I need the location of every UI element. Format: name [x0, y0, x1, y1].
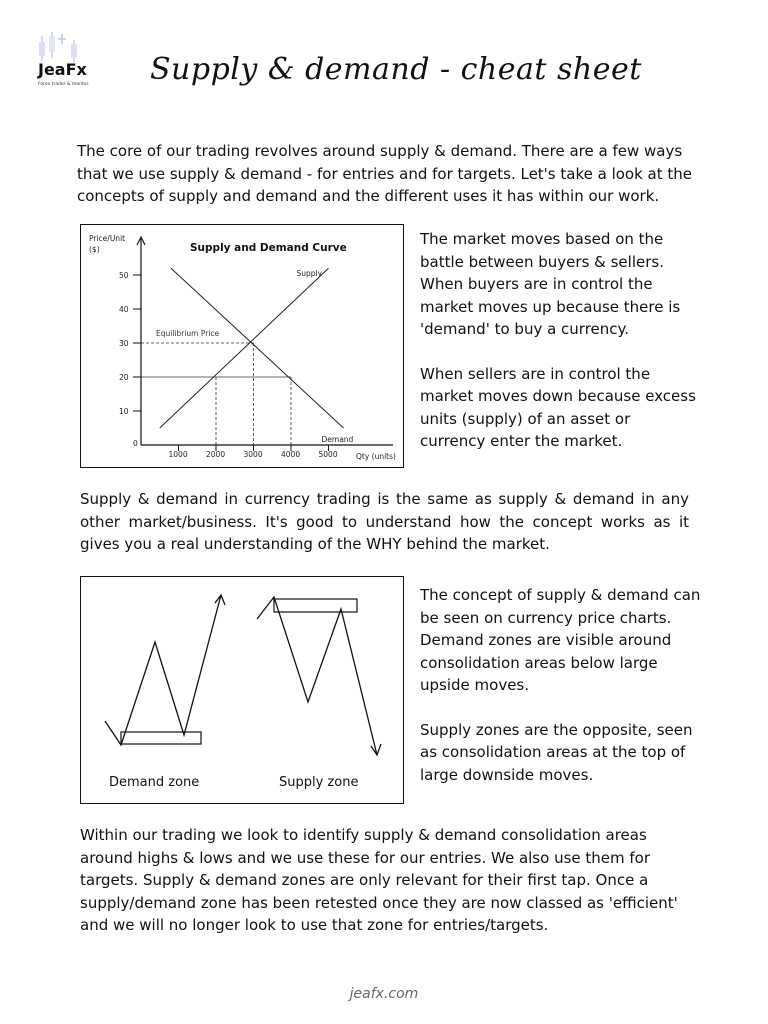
y-tick-label: 30	[119, 339, 129, 348]
supply-demand-chart	[81, 225, 403, 467]
demand-zone-rect	[121, 732, 201, 744]
chart-title: Supply and Demand Curve	[190, 242, 347, 254]
chart-ylabel-line2: ($)	[89, 245, 100, 254]
demand-zone-label: Demand zone	[109, 775, 200, 790]
supply-zone-label: Supply zone	[279, 775, 359, 790]
market-explanation	[420, 228, 700, 475]
y-tick-label: 10	[119, 407, 129, 416]
logo	[30, 30, 110, 100]
zones-paragraph-2: Supply zones are the opposite, seen as consolidation areas at the top of large downside moves.	[420, 720, 693, 784]
x-tick-label: 1000	[168, 450, 188, 459]
market-paragraph-2: When sellers are in control the market moves down because excess units (supply) of an asset or currency enter the market.	[420, 364, 696, 450]
x-tick-label: 2000	[206, 450, 226, 459]
closing-paragraph: Within our trading we look to identify supply & demand consolidation areas around highs & lows and we use these for our entries. We also use them for targets. Supply & demand zones are only relevant for their first tap. Once a supply/demand zone has been retested once they are now classed as 'efficient' and we will no longer look to use that zone for entries/targets.	[80, 826, 678, 934]
equilibrium-price-label: Equilibrium Price	[156, 329, 220, 338]
zones-explanation	[420, 584, 702, 808]
intro-paragraph: The core of our trading revolves around supply & demand. There are a few ways that we use supply & demand - for entries and for targets. Let's take a look at the concepts of supply and demand and the different uses it has within our work.	[77, 142, 693, 205]
chart-ylabel-line1: Price/Unit	[89, 234, 126, 243]
chart-box	[80, 224, 404, 468]
x-tick-label: 3000	[243, 450, 263, 459]
logo-tagline: Forex trader & mentor.	[38, 82, 90, 87]
x-tick-label: 5000	[318, 450, 338, 459]
middle-paragraph: Supply & demand in currency trading is the same as supply & demand in any other market/business. It's good to understand how the concept works as it gives you a real understanding of the WHY behind the market.	[80, 490, 689, 553]
zones-diagram	[81, 577, 403, 803]
zones-diagram-box	[80, 576, 404, 804]
demand-line	[171, 268, 344, 428]
y-tick-label: 40	[119, 305, 129, 314]
footer-website: jeafx.com	[349, 986, 419, 1002]
market-paragraph-1: The market moves based on the battle between buyers & sellers. When buyers are in control the market moves up because there is 'demand' to buy a currency.	[420, 230, 681, 338]
y-tick-label: 0	[133, 439, 138, 448]
page-title: Supply & demand - cheat sheet	[150, 52, 642, 87]
supply-zone-rect	[274, 599, 357, 612]
x-tick-label: 4000	[281, 450, 301, 459]
x-axis-label: Qty (units)	[356, 452, 396, 461]
supply-price-path	[257, 597, 377, 755]
zones-paragraph-1: The concept of supply & demand can be seen on currency price charts. Demand zones are visible around consolidation areas below large upside moves.	[420, 586, 701, 694]
supply-series-label: Supply	[296, 269, 323, 279]
y-tick-label: 20	[119, 373, 129, 382]
supply-line	[160, 268, 329, 428]
logo-name: JeaFx	[38, 60, 87, 79]
y-tick-label: 50	[119, 271, 129, 280]
demand-price-path	[105, 595, 221, 745]
demand-series-label: Demand	[321, 435, 354, 444]
